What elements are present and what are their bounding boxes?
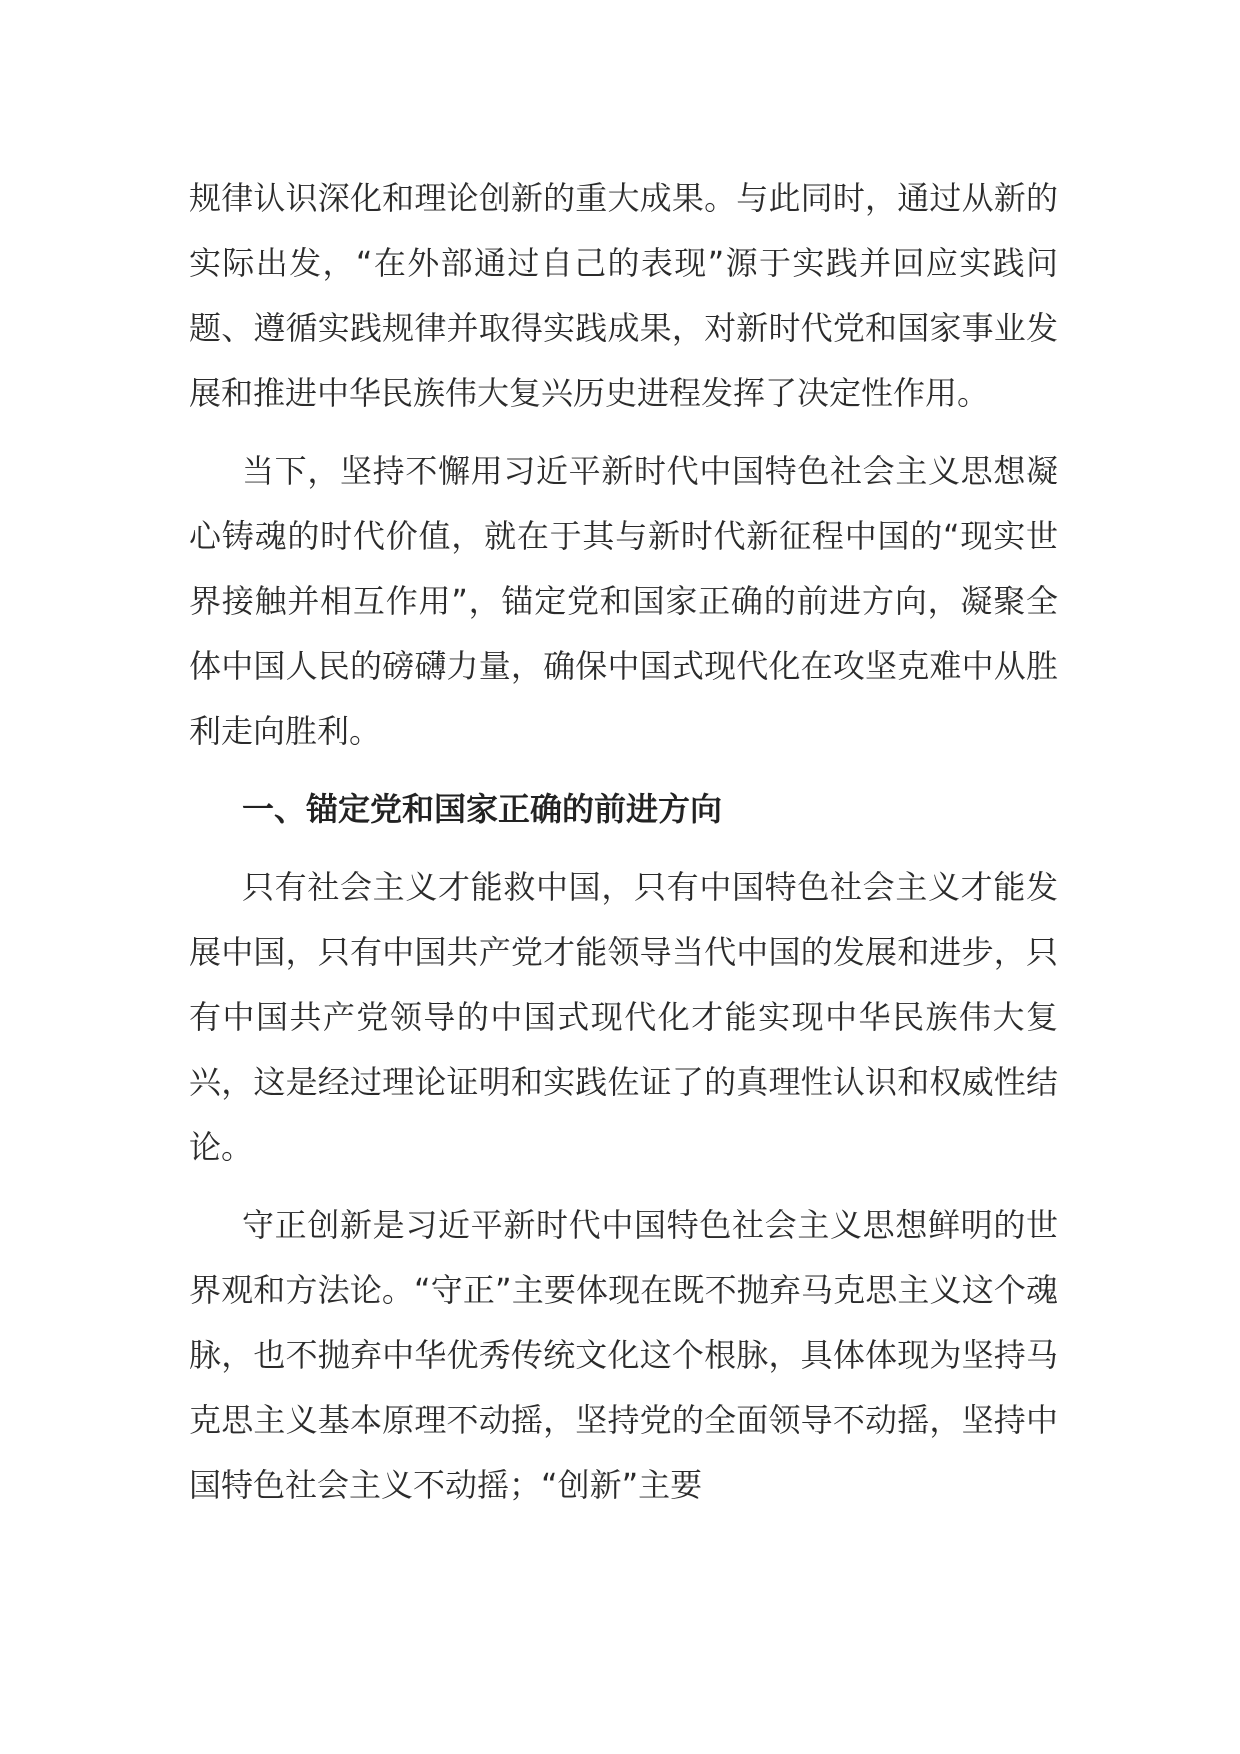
paragraph-upholding-innovation: 守正创新是习近平新时代中国特色社会主义思想鲜明的世界观和方法论。“守正”主要体现在既不抛弃马克思主义这个魂脉，也不抛弃中华优秀传统文化这个根脉，具体体现为坚持马克思主义基本原理不动摇，坚持党的全面领导不动摇，坚持中国特色社会主义不动摇；“创新”主要 (189, 1206, 1058, 1504)
section-heading: 一、锚定党和国家正确的前进方向 (242, 790, 723, 828)
paragraph-current-value: 当下，坚持不懈用习近平新时代中国特色社会主义思想凝心铸魂的时代价值，就在于其与新时代新征程中国的“现实世界接触并相互作用”，锚定党和国家正确的前进方向，凝聚全体中国人民的磅礴力量，确保中国式现代化在攻坚克难中从胜利走向胜利。 (189, 452, 1058, 750)
paragraph-socialism: 只有社会主义才能救中国，只有中国特色社会主义才能发展中国，只有中国共产党才能领导当代中国的发展和进步，只有中国共产党领导的中国式现代化才能实现中华民族伟大复兴，这是经过理论证明和实践佐证了的真理性认识和权威性结论。 (189, 868, 1058, 1166)
paragraph-continuation: 规律认识深化和理论创新的重大成果。与此同时，通过从新的实际出发，“在外部通过自己的表现”源于实践并回应实践问题、遵循实践规律并取得实践成果，对新时代党和国家事业发展和推进中华民族伟大复兴历史进程发挥了决定性作用。 (189, 179, 1058, 412)
document-body (189, 166, 1058, 1531)
